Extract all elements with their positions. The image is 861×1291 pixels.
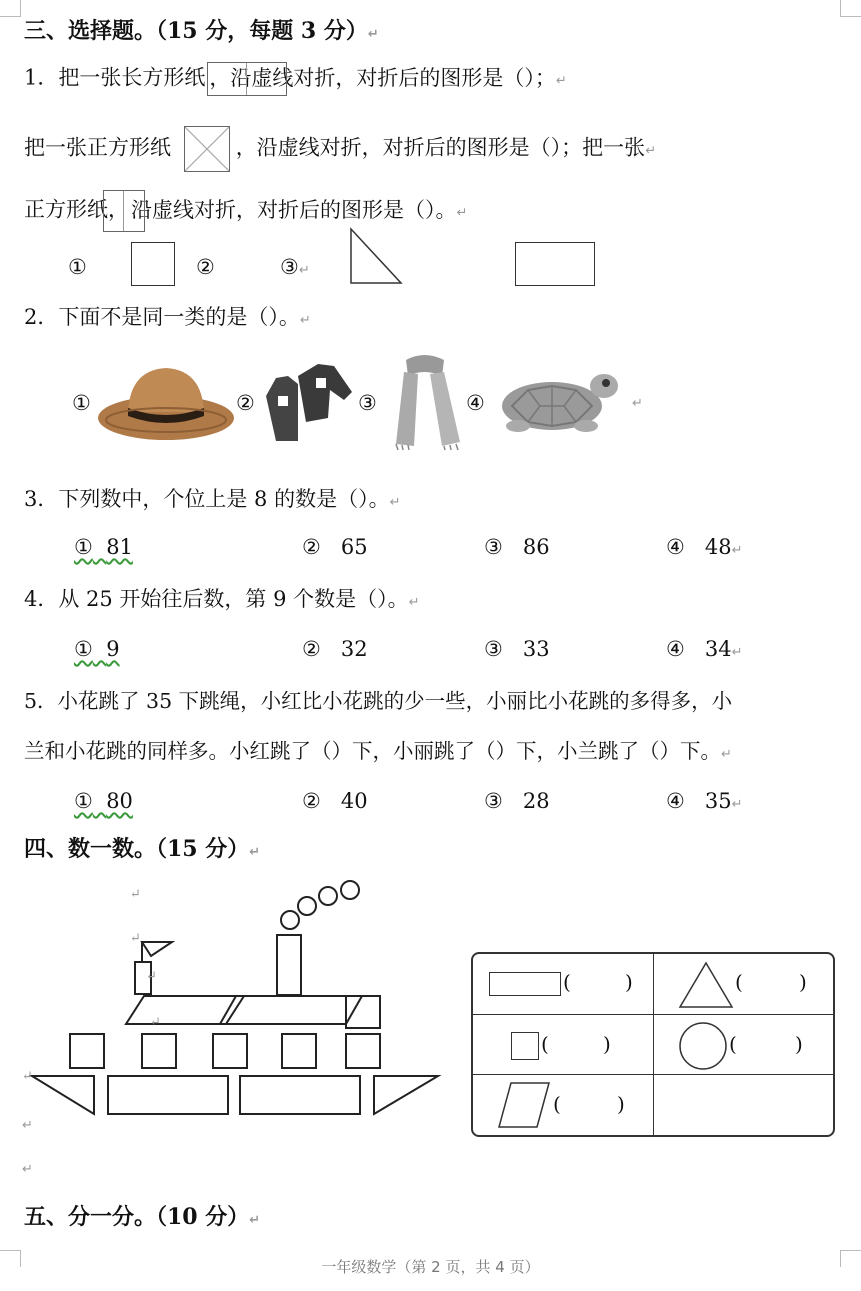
ship-shapes-figure xyxy=(20,872,450,1122)
svg-text:↵: ↵ xyxy=(150,1015,161,1030)
question-4-line: 4．从 25 开始往后数，第 9 个数是（）。↵ xyxy=(24,587,420,611)
option-mark: ③ xyxy=(358,391,377,415)
svg-text:↵: ↵ xyxy=(146,969,157,984)
square-shape xyxy=(131,242,175,286)
page-footer: 一年级数学（第 2 页，共 4 页） xyxy=(321,1258,540,1276)
section-title: 五、分一分。（10 分）↵ xyxy=(24,1204,261,1230)
rectangle-shape xyxy=(489,972,561,996)
circle-shape xyxy=(677,1020,729,1072)
table-divider xyxy=(653,954,654,1135)
svg-text:↵: ↵ xyxy=(130,931,141,946)
crop-mark xyxy=(840,0,861,17)
triangle-shape xyxy=(348,226,404,286)
option: ② 32 xyxy=(302,637,368,661)
option: ① 81 xyxy=(74,535,133,559)
square-paper-diagonal-icon xyxy=(184,126,230,172)
table-divider xyxy=(473,1074,833,1075)
option: ④ 35↵ xyxy=(666,789,743,813)
option-mark: ② xyxy=(196,255,215,279)
option: ③ 28 xyxy=(484,789,550,813)
question-1-line: 把一张正方形纸 ，沿虚线对折，对折后的图形是（）；把一张↵ xyxy=(24,126,656,172)
option-mark: ② xyxy=(236,391,255,415)
section-title: 三、选择题。（15 分，每题 3 分）↵ xyxy=(24,18,379,44)
paragraph-mark: ↵ xyxy=(367,27,379,42)
triangle-shape xyxy=(677,960,735,1010)
square-shape xyxy=(511,1032,539,1060)
option-mark: ① xyxy=(72,391,91,415)
section-title: 四、数一数。（15 分）↵ xyxy=(24,836,261,862)
parallelogram-shape xyxy=(497,1080,553,1130)
rectangle-paper-icon xyxy=(207,62,287,96)
straw-hat-icon xyxy=(96,360,236,442)
option: ② 65 xyxy=(302,535,368,559)
option-mark: ③↵ xyxy=(280,255,310,279)
gloves-icon xyxy=(258,356,358,446)
scarf-icon xyxy=(384,350,466,450)
option: ① 80 xyxy=(74,789,133,813)
option: ④ 34↵ xyxy=(666,637,743,661)
question-3-line: 3．下列数中，个位上是 8 的数是（）。↵ xyxy=(24,487,401,511)
question-5-line: 5．小花跳了 35 下跳绳，小红比小花跳的少一些，小丽比小花跳的多得多，小 xyxy=(24,689,733,713)
option: ① 9 xyxy=(74,637,120,661)
question-1-line: 1．把一张长方形纸 ，沿虚线对折，对折后的图形是（）；↵ xyxy=(24,62,567,97)
turtle-icon xyxy=(494,366,624,436)
crop-mark xyxy=(0,0,21,17)
svg-text:↵: ↵ xyxy=(22,1069,33,1084)
option: ④ 48↵ xyxy=(666,535,743,559)
option: ② 40 xyxy=(302,789,368,813)
question-2-line: 2．下面不是同一类的是（）。↵ xyxy=(24,305,311,329)
rectangle-shape xyxy=(515,242,595,286)
option: ③ 33 xyxy=(484,637,550,661)
option-mark: ④ xyxy=(466,391,485,415)
question-5-line: 兰和小花跳的同样多。小红跳了（）下，小丽跳了（）下，小兰跳了（）下。↵ xyxy=(24,739,732,763)
count-table: ( ) ( ) ( ) ( ) ( ) xyxy=(471,952,835,1137)
square-paper-fold-icon xyxy=(103,190,145,232)
option: ③ 86 xyxy=(484,535,550,559)
option-mark: ① xyxy=(68,255,87,279)
svg-text:↵: ↵ xyxy=(130,887,141,902)
question-1-line: 正方形纸， 沿虚线对折，对折后的图形是（）。↵ xyxy=(24,190,467,232)
table-divider xyxy=(473,1014,833,1015)
